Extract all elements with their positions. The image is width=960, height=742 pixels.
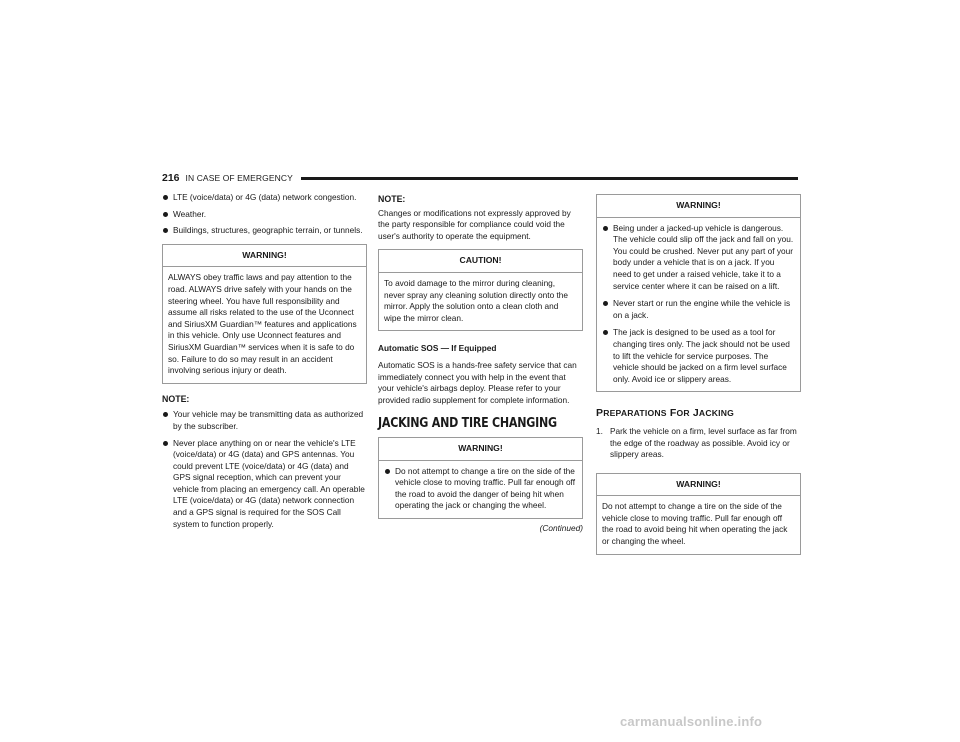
note-list [162, 409, 367, 530]
warning-body [597, 218, 800, 392]
list-item: The jack is designed to be used as a tool for changing tires only. The jack should not be used to lift the vehicle for service purposes. The vehicle should be jacked on a firm level surface only. Avoid ice or slippery areas. [602, 327, 795, 385]
column-middle [378, 192, 583, 534]
list-item: Do not attempt to change a tire on the side of the vehicle close to moving traffic. Pull far enough off the road to avoid the danger of being hit when operating the jack or changing the wheel. [384, 466, 577, 512]
list-item: LTE (voice/data) or 4G (data) network congestion. [162, 192, 367, 204]
preparations-heading: PREPARATIONS FOR JACKING [596, 407, 735, 420]
note-title: NOTE: [378, 194, 406, 204]
list-item: Weather. [162, 209, 367, 221]
bullet-icon [163, 195, 168, 200]
bullet-icon [385, 469, 390, 474]
step-item [596, 426, 801, 461]
warning-title: WARNING! [163, 245, 366, 268]
bullet-list [162, 192, 367, 237]
note-title: NOTE: [162, 393, 190, 404]
note-text: Changes or modifications not expressly approved by the party responsible for compliance could void the user's authority to operate the equipment. [378, 207, 571, 241]
automatic-sos-title: Automatic SOS — If Equipped [378, 343, 497, 354]
warning-title: WARNING! [379, 438, 582, 461]
warning-list [602, 223, 795, 386]
warning-title: WARNING! [597, 195, 800, 218]
bullet-icon [163, 412, 168, 417]
warning-list [384, 466, 577, 512]
page-header [162, 171, 798, 185]
caution-title: CAUTION! [379, 250, 582, 273]
warning-box [596, 194, 801, 392]
automatic-sos-text: Automatic SOS is a hands-free safety service that can immediately connect you with help in the event that your vehicle's airbags deploy. Please refer to your provided radio supplement for complete information. [378, 359, 577, 405]
continued-label: (Continued) [539, 522, 583, 533]
warning-text: Do not attempt to change a tire on the side of the vehicle close to moving traffic. Pull far enough off the road to avoid being hit when operating the jack or changing the wheel. [602, 501, 788, 547]
page-number: 216 [162, 172, 180, 184]
watermark: carmanualsonline.info [620, 714, 763, 729]
caution-box [378, 249, 583, 331]
jacking-heading: JACKING AND TIRE CHANGING [378, 415, 557, 432]
warning-box [378, 437, 583, 519]
bullet-icon [603, 301, 608, 306]
column-right [596, 192, 801, 555]
list-item: Buildings, structures, geographic terrain, or tunnels. [162, 225, 367, 237]
bullet-icon [163, 212, 168, 217]
bullet-icon [163, 441, 168, 446]
warning-title: WARNING! [597, 474, 800, 497]
step-text: Park the vehicle on a firm, level surface as far from the edge of the roadway as possible. Avoid icy or slippery areas. [610, 425, 797, 460]
step-number: 1. [596, 425, 603, 436]
section-title: IN CASE OF EMERGENCY [185, 173, 293, 183]
bullet-icon [603, 226, 608, 231]
warning-body [379, 461, 582, 518]
caution-text: To avoid damage to the mirror during cleaning, never spray any cleaning solution directly onto the mirror. Apply the solution onto a clean cloth and wipe the mirror clean. [384, 277, 569, 323]
steps-list [596, 426, 801, 461]
list-item: Being under a jacked-up vehicle is dangerous. The vehicle could slip off the jack and fall on you. You could be crushed. Never put any part of your body under a vehicle that is on a jack. If you need to get under a raised vehicle, take it to a service center where it can be raised on a lift. [602, 223, 795, 293]
warning-box [596, 473, 801, 555]
list-item: Your vehicle may be transmitting data as authorized by the subscriber. [162, 409, 367, 432]
list-item: Never start or run the engine while the vehicle is on a jack. [602, 298, 795, 321]
bullet-icon [163, 228, 168, 233]
column-left [162, 192, 367, 535]
warning-box [162, 244, 367, 384]
warning-text: ALWAYS obey traffic laws and pay attention to the road. ALWAYS drive safely with your hands on the steering wheel. You have full responsibility and assume all risks related to the use of the Uconnect and SiriusXM Guardian™ features and applications in this vehicle. Only use Uconnect features and SiriusXM Guardian™ services when it is safe to do so. Failure to do so may result in an accident involving serious injury or death. [168, 272, 357, 376]
header-rule [301, 177, 798, 180]
bullet-icon [603, 330, 608, 335]
list-item: Never place anything on or near the vehicle's LTE (voice/data) or 4G (data) and GPS antennas. You could prevent LTE (voice/data) or 4G (data) and GPS signal reception, which can prevent your vehicle from placing an emergency call. An operable LTE (voice/data) or 4G (data) network connection and a GPS signal is required for the SOS Call system to function properly. [162, 438, 367, 531]
